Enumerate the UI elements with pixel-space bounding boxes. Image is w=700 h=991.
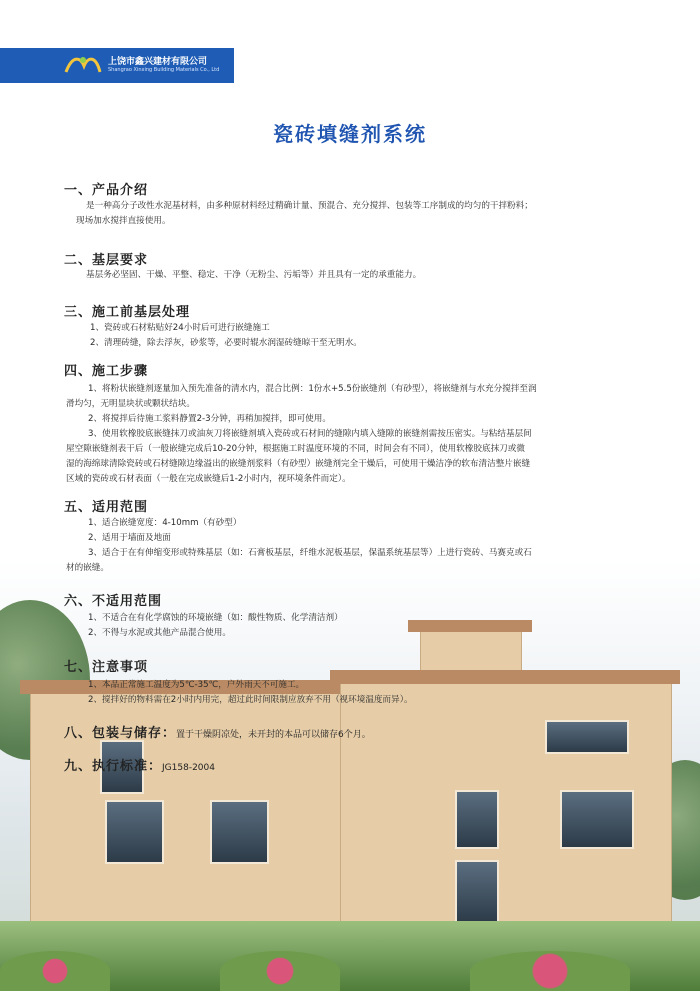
section-heading-intro: 一、产品介绍: [64, 183, 149, 198]
text-line: 1、本品正常施工温度为5℃-35℃，户外雨天不可施工。: [88, 680, 305, 690]
section-heading-steps: 四、施工步骤: [64, 364, 149, 379]
section-heading-pretreatment: 三、施工前基层处理: [64, 305, 191, 320]
text-line: 屋空隙嵌缝剂表干后（一般嵌缝完成后10-20分钟，根据施工时温度环境的不同，时间会有不同），使用软橡胶底抹刀或微: [66, 444, 525, 454]
text-line: 区域的瓷砖或石材表面（一般在完成嵌缝后1-2小时内，视环境条件而定）。: [66, 474, 351, 484]
section-heading-substrate: 二、基层要求: [64, 253, 149, 268]
section-body-pretreatment: [90, 321, 658, 351]
text-line: 1、将粉状嵌缝剂逐量加入预先准备的清水内，混合比例：1份水+5.5份嵌缝剂（有砂型），将嵌缝剂与水充分搅拌至润: [88, 384, 537, 394]
text-line: 1、不适合在有化学腐蚀的环境嵌缝（如：酸性物质、化学清洁剂）: [88, 613, 343, 623]
section-body-steps: [66, 382, 634, 487]
section-body-not-applicable: [88, 611, 656, 641]
section-body-scope: [66, 516, 634, 576]
section-body-intro: [76, 199, 654, 229]
page-title: 瓷砖填缝剂系统: [273, 122, 427, 146]
text-line: 2、将搅拌后待施工浆料静置2-3分钟，再稍加搅拌，即可使用。: [88, 414, 331, 424]
section-heading-not-applicable: 六、不适用范围: [64, 594, 163, 609]
section-body-substrate: [86, 268, 654, 283]
text-line: 滑均匀，无明显块状或颗状结块。: [66, 399, 195, 409]
text-line: 2、搅拌好的物料需在2小时内用完，超过此时间限制应放弃不用（视环境温度而异）。: [88, 695, 413, 705]
text-line: 基层务必坚固、干燥、平整、稳定、干净（无粉尘、污垢等）并且具有一定的承重能力。: [86, 270, 422, 280]
text-line: 3、适合于在有伸缩变形或特殊基层（如：石膏板基层，纤维水泥板基层，保温系统基层等）上进行瓷砖、马赛克或石: [88, 548, 532, 558]
storage-text: 置于干燥阴凉处，未开封的本品可以储存6个月。: [176, 730, 371, 740]
standard-heading: 九、执行标准：: [64, 759, 163, 774]
section-standard: [64, 755, 215, 774]
text-line: 2、清理砖缝，除去浮灰，砂浆等，必要时辊水润湿砖缝晾干至无明水。: [90, 338, 362, 348]
text-line: 1、适合嵌缝宽度：4-10mm（有砂型）: [88, 518, 242, 528]
brand-header: [0, 48, 234, 83]
storage-heading: 八、包装与储存：: [64, 726, 177, 741]
text-line: 2、适用于墙面及地面: [88, 533, 171, 543]
company-name: 上饶市鑫兴建材有限公司: [108, 57, 208, 67]
company-name-en: Shangrao Xinxing Building Materials Co., Ltd: [108, 67, 220, 73]
text-line: 2、不得与水泥或其他产品混合使用。: [88, 628, 231, 638]
standard-code: JG158-2004: [162, 763, 215, 773]
section-heading-scope: 五、适用范围: [64, 500, 149, 515]
text-line: 现场加水搅拌直接使用。: [76, 216, 171, 226]
company-logo: [62, 54, 104, 76]
text-line: 3、使用软橡胶底嵌缝抹刀或油灰刀将嵌缝剂填入瓷砖或石材间的缝隙内填入缝隙的嵌缝剂需按压密实。与粘结基层间: [88, 429, 532, 439]
text-line: 湿的海绵球清除瓷砖或石材缝隙边缘溢出的嵌缝剂浆料（有砂型）嵌缝剂完全干燥后，可使用干燥洁净的软布清洁整片嵌缝: [66, 459, 531, 469]
text-line: 材的嵌缝。: [66, 563, 109, 573]
text-line: 1、瓷砖或石材粘贴好24小时后可进行嵌缝施工: [90, 323, 270, 333]
section-heading-notes: 七、注意事项: [64, 660, 149, 675]
text-line: 是一种高分子改性水泥基材料，由多种原材料经过精确计量、预混合、充分搅拌、包装等工序制成的均匀的干拌粉料；: [86, 201, 533, 211]
section-body-notes: [88, 678, 656, 708]
section-storage: [64, 722, 371, 741]
